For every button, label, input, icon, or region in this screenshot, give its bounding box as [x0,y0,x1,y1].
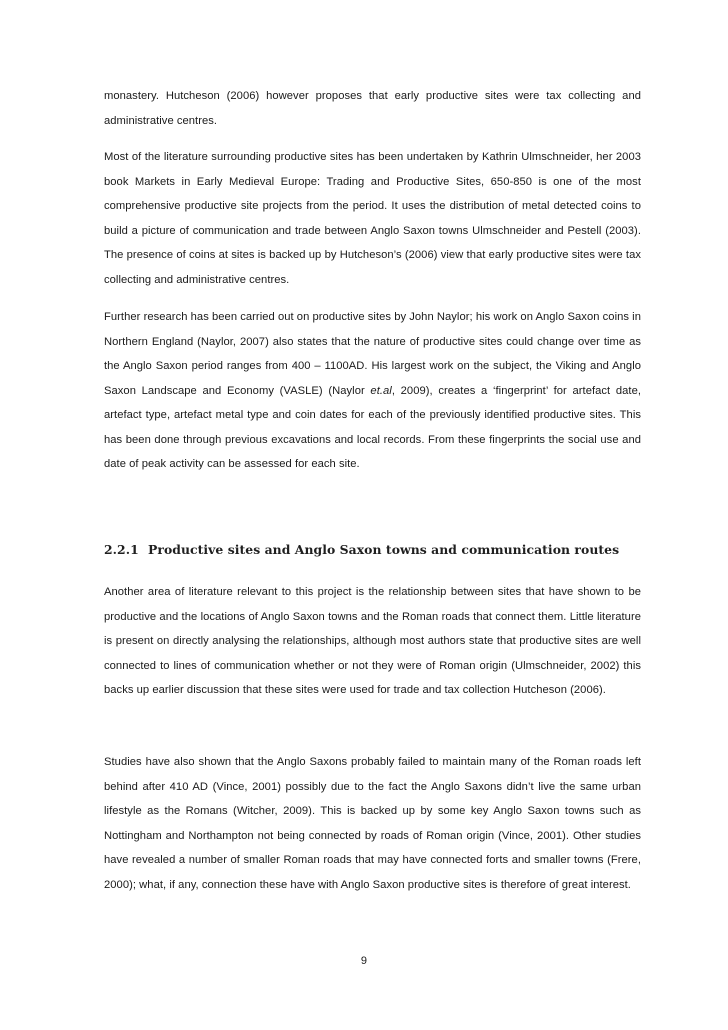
paragraph-literature: Most of the literature surrounding productive sites has been undertaken by Kathrin Ulmschneider, her 2003 book Markets in Early Medieval Europe: Trading and Productive Sites, 650-850 is one of the most comprehensive productive site projects from the period. It uses the distribution of metal detected coins to build a picture of communication and trade between Anglo Saxon towns Ulmschneider and Pestell (2003). The presence of coins at sites is backed up by Hutcheson’s (2006) view that early productive sites were tax collecting and administrative centres. [104,151,641,286]
section-title: Productive sites and Anglo Saxon towns and communication routes [148,542,620,557]
page-number: 9 [360,955,368,967]
paragraph-studies: Studies have also shown that the Anglo Saxons probably failed to maintain many of the Roman roads left behind after 410 AD (Vince, 2001) possibly due to the fact the Anglo Saxons didn’t live the same urban lifestyle as the Romans (Witcher, 2009). This is backed up by some key Anglo Saxon towns such as Nottingham and Northampton not being connected by roads of Roman origin (Vince, 2001). Other studies have revealed a number of smaller Roman roads that may have connected forts and smaller towns (Frere, 2000); what, if any, connection these have with Anglo Saxon productive sites is therefore of great interest. [104,756,641,891]
paragraph-intro: monastery. Hutcheson (2006) however proposes that early productive sites were tax collecting and administrative centres. [104,90,641,127]
naylor-italic-citation: et.al [370,384,392,397]
paragraph-naylor [104,305,641,477]
section-heading [104,539,641,561]
section-number: 2.2.1 [104,542,139,557]
naylor-text-before-italic: Further research has been carried out on productive sites by John Naylor; his work on Anglo Saxon coins in Northern England (Naylor, 2007) also states that the nature of productive sites could change over time as the Anglo Saxon period ranges from 400 – 1100AD. His largest work on the subject, the Viking and Anglo Saxon Landscape and Economy (VASLE) (Naylor [104,311,641,397]
naylor-text-after-italic: , 2009), creates a ‘fingerprint’ for artefact date, artefact type, artefact metal type and coin dates for each of the previously identified productive sites. This has been done through previous excavations and local records. From these fingerprints the social use and date of peak activity can be assessed for each site. [104,384,641,470]
paragraph-another-area: Another area of literature relevant to this project is the relationship between sites that have shown to be productive and the locations of Anglo Saxon towns and the Roman roads that connect them. Little literature is present on directly analysing the relationships, although most authors state that productive sites are well connected to lines of communication whether or not they were of Roman origin (Ulmschneider, 2002) this backs up earlier discussion that these sites were used for trade and tax collection Hutcheson (2006). [104,586,641,696]
